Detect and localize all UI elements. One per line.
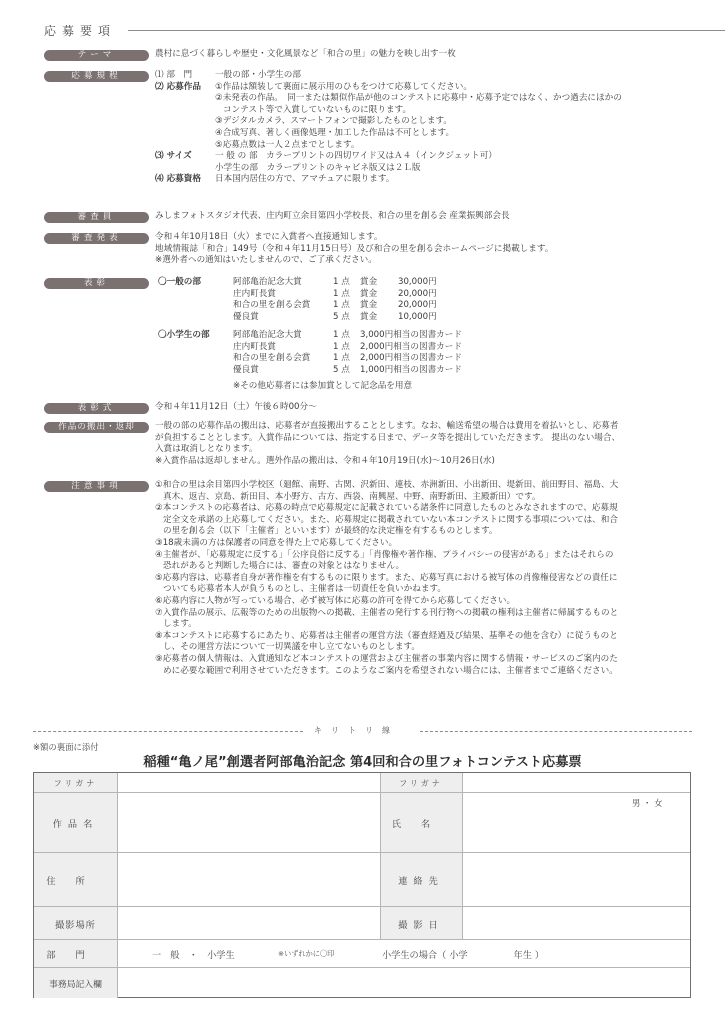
section-text: ⑦入賞作品の展示、広報等のための出版物への掲載、主催者の発行する刊行物への掲載の権利は主催者に帰属するものと (155, 607, 619, 618)
division-label: 部門 (46, 950, 105, 961)
section-text: ⑥応募内容に人物が写っている場合、必ず被写体に応募の許可を得てから応募してください。 (155, 596, 516, 606)
section-label: 審査発表 (44, 233, 149, 244)
section-text: 定全文を承諾の上応募してください。また、応募規定に掲載されていない本コンテストに関する事項については、和合 (163, 514, 618, 525)
section-label: テーマ (44, 50, 149, 61)
section-text: ※選外者への通知はいたしませんので、ご了承ください。 (155, 255, 377, 266)
cut-line-left (33, 731, 303, 732)
division-hint: ※いずれかに〇印 (278, 949, 335, 958)
form-title: 稲種“亀ノ尾”創選者阿部亀治記念 第4回和合の里フォトコンテスト応募票 (143, 755, 582, 770)
award-count: 5 点 (333, 364, 350, 375)
grid-line (380, 773, 381, 939)
section-text: ②本コンテストの応募者は、応募の時点で応募規定に記載されている諸条件に同意したものとみなされますので、応募規 (155, 503, 618, 514)
section-text: 農村に息づく暮らしや歴史・文化風景など「和合の里」の魅力を映し出す一枚 (155, 49, 456, 59)
award-amount: 30,000円 (398, 277, 437, 287)
name-input[interactable] (463, 793, 689, 851)
section-text: ⑴ 部 門 (155, 70, 193, 80)
section-text: みしまフォトスタジオ代表、庄内町立余目第四小学校長、和合の里を創る会 産業振興部会長 (155, 211, 510, 221)
section-text: ④主催者が、「応募規定に反する」「公序良俗に反する」「肖像権や著作権、プライバシーの侵害がある」またはそれらの (155, 549, 614, 560)
awards-note: ※その他応募者には参加賞として記念品を用意 (233, 381, 413, 391)
section-text: 真木、返吉、京島、新田目、本小野方、古方、西袋、南興屋、中野、南野新田、主殿新田）です。 (163, 491, 541, 502)
section-text: 入賞は取消しとなります。 (155, 444, 258, 455)
award-amount: 10,000円 (398, 311, 437, 322)
section-label: 作品の搬出・返却 (44, 422, 149, 433)
furigana-label: フリガナ (53, 779, 98, 788)
award-prize: 1,000円相当の図書カード (360, 364, 462, 375)
section-text: ⑤応募点数は一人２点までとします。 (215, 139, 360, 150)
section-text: ③18歳未満の方は保護者の同意を得た上で応募してください。 (155, 538, 398, 548)
award-count: 1 点 (333, 300, 350, 311)
section-text: 令和４年11月12日（土）午後６時00分～ (155, 402, 317, 412)
section-text: ①和合の里は余目第四小学校区（廻館、南野、古関、沢新田、連枝、赤洲新田、小出新田、堤新田、前田野目、福島、大 (155, 480, 619, 490)
contact-input[interactable] (463, 853, 689, 905)
location-label: 撮影場所 (55, 920, 96, 931)
date-input[interactable] (463, 907, 689, 938)
section-text: ※入賞作品は返却しません。選外作品の搬出は、令和４年10月19日(水)～10月26日(水) (155, 455, 495, 466)
section-text: ④合成写真、著しく画像処理・加工した作品は不可とします。 (215, 128, 455, 138)
award-name: 和合の里を創る会賞 (233, 353, 311, 364)
grid-line (34, 939, 690, 940)
cut-line-right (420, 731, 692, 732)
section-text: 令和４年10月18日（火）までに入賞者へ直接通知します。 (155, 232, 383, 242)
grade-field[interactable]: 小学生の場合（ 小学 年生 ） (382, 950, 545, 961)
application-form (33, 772, 691, 998)
award-name: 優良賞 (233, 311, 259, 322)
section-text: 日本国内居住の方で、アマチュアに限ります。 (215, 174, 395, 185)
award-name: 庄内町長賞 (233, 341, 276, 352)
form-note: ※額の裏面に添付 (33, 742, 99, 752)
section-text: 地域情報誌「和合」149号（令和４年11月15日号）及び和合の里を創る会ホームページに掲載します。 (155, 243, 554, 254)
award-count: 1 点 (333, 353, 350, 364)
section-text: します。 (163, 619, 197, 630)
section-text: 一 般 の 部 カラープリントの四切ワイド又はＡ４（インクジェット可） (215, 151, 497, 162)
section-text: コンテスト等で入賞していないものに限ります。 (223, 104, 412, 115)
work-title-input[interactable] (118, 793, 379, 851)
grid-line (34, 967, 690, 968)
section-text: ついても応募者本人が負うものとし、主催者は一切責任を負いかねます。 (163, 584, 446, 595)
section-text: が負担することとします。入賞作品については、指定する日まで、データ等を提出していただきます。 提出のない場合、 (155, 432, 621, 443)
award-amount: 20,000円 (398, 300, 437, 311)
award-kind: 賞金 (360, 311, 378, 322)
section-text: めに必要な範囲で利用させていただきます。このようなご案内を希望されない場合には、主催者までご連絡ください。 (163, 665, 618, 676)
office-label: 事務局記入欄 (49, 980, 102, 990)
section-text: し、その運営方法について一切異議を申し立てないものとします。 (163, 642, 420, 653)
award-count: 1 点 (333, 341, 350, 352)
section-text: ⑨応募者の個人情報は、入賞通知など本コンテストの運営および主催者の事業内容に関する情報・サービスのご案内のた (155, 654, 618, 664)
contact-label: 連絡先 (398, 876, 444, 887)
award-count: 5 点 (333, 311, 350, 322)
award-prize: 3,000円相当の図書カード (360, 330, 462, 340)
award-prize: 2,000円相当の図書カード (360, 341, 462, 352)
cut-line-label: キリトリ線 (314, 726, 399, 735)
work-title-label: 作品名 (52, 819, 99, 830)
address-label: 住所 (46, 876, 105, 887)
awards-elementary-heading: 〇小学生の部 (158, 330, 210, 340)
award-count: 1 点 (333, 288, 350, 299)
section-header: 応募要項 (44, 24, 117, 38)
section-text: ⑶ サイズ (155, 151, 192, 162)
award-name: 和合の里を創る会賞 (233, 300, 311, 311)
section-text: ②未発表の作品。 同一または類似作品が他のコンテストに応募中・応募予定ではなく、かつ過去にほかの (215, 93, 622, 104)
award-count: 1 点 (333, 330, 350, 340)
location-input[interactable] (118, 907, 379, 938)
section-label: 審査員 (44, 212, 149, 223)
division-options[interactable]: 一 般 ・ 小学生 (152, 950, 235, 961)
section-label: 表彰式 (44, 403, 149, 414)
award-name: 庄内町長賞 (233, 288, 276, 299)
header-rule (128, 30, 725, 31)
section-label: 応募規程 (44, 71, 149, 82)
section-text: ⑧本コンテストに応募するにあたり、応募者は主催者の運営方法（審査経過及び結果、基準その他を含む）に従うものと (155, 630, 618, 641)
award-kind: 賞金 (360, 300, 378, 311)
award-kind: 賞金 (360, 288, 378, 299)
award-name: 阿部亀治記念大賞 (233, 330, 302, 340)
section-label: 表彰 (44, 278, 149, 289)
award-name: 阿部亀治記念大賞 (233, 277, 302, 287)
awards-general-heading: 〇一般の部 (158, 277, 201, 287)
section-text: ⑤応募内容は、応募者自身が著作権を有するものに限ります。また、応募写真における被写体の肖像権侵害などの責任に (155, 572, 618, 583)
section-text: ①作品は額装して裏面に展示用のひもをつけて応募してください。 (215, 81, 472, 92)
section-label: 注意事項 (44, 481, 149, 492)
award-name: 優良賞 (233, 364, 259, 375)
furigana-label-2: フリガナ (399, 779, 443, 788)
award-count: 1 点 (333, 277, 350, 287)
gender-options[interactable]: 男 ・ 女 (632, 798, 663, 808)
section-text: 恐れがあると判断した場合には、審査の対象とはなりません。 (163, 561, 405, 572)
section-text: ③デジタルカメラ、スマートフォンで撮影したものとします。 (215, 116, 452, 127)
section-text: の里を創る会（以下「主催者」といいます）が最終的な決定権を有するものとします。 (163, 526, 498, 537)
award-amount: 20,000円 (398, 288, 437, 299)
section-text: 一般の部の応募作品の搬出は、応募者が直接搬出することとします。なお、輸送希望の場合は費用を着払いとし、応募者 (155, 421, 619, 431)
address-input[interactable] (118, 853, 379, 905)
award-prize: 2,000円相当の図書カード (360, 353, 462, 364)
name-label: 氏名 (391, 819, 451, 830)
section-text: 一般の部・小学生の部 (215, 70, 301, 80)
section-text: 小学生の部 カラープリントのキャビネ版又は２Ｌ版 (215, 162, 421, 173)
section-text: ⑷ 応募資格 (155, 174, 201, 185)
date-label: 撮影日 (398, 920, 444, 931)
section-text: ⑵ 応募作品 (155, 81, 201, 92)
award-kind: 賞金 (360, 277, 378, 287)
